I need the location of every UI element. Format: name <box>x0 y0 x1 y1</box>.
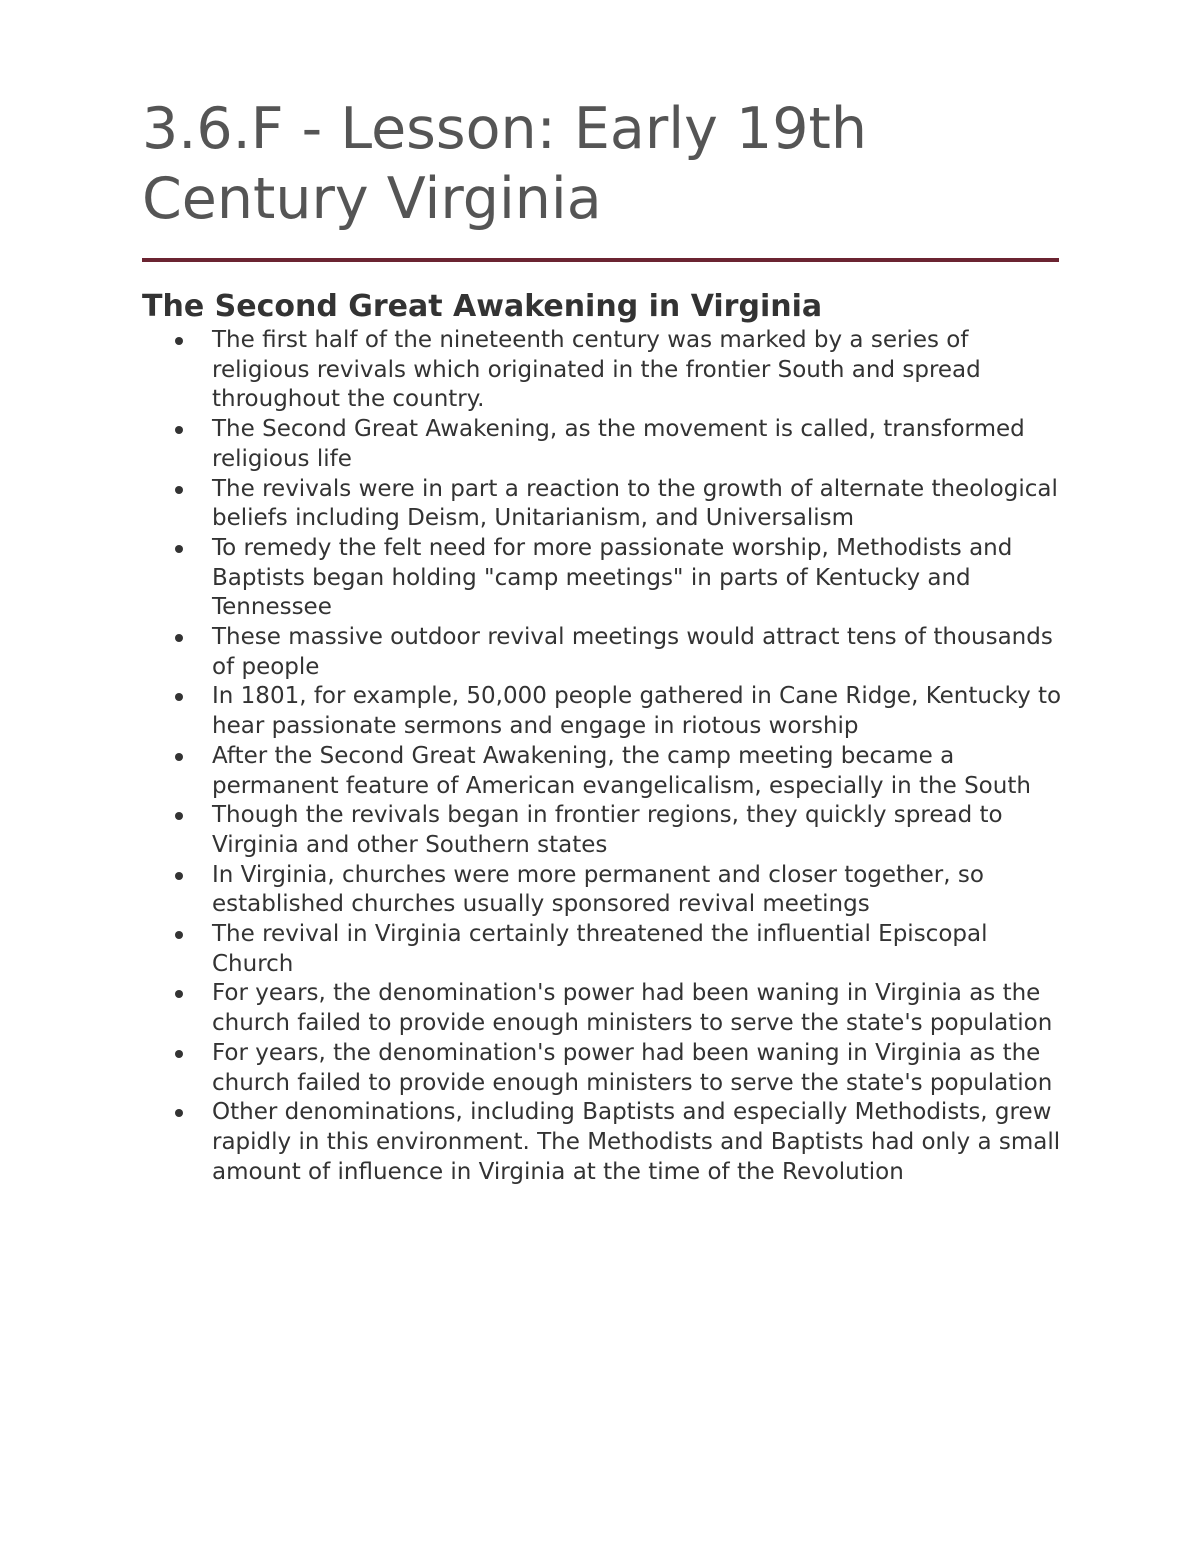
bullet-icon <box>175 931 183 939</box>
bullet-icon <box>175 634 183 642</box>
list-item <box>142 623 1062 682</box>
list-item <box>142 979 1062 1038</box>
list-item-text: These massive outdoor revival meetings would attract tens of thousands of people <box>212 624 1053 680</box>
title-divider <box>142 258 1059 262</box>
list-item-text: To remedy the felt need for more passionate worship, Methodists and Baptists began holding "camp meetings" in parts of Kentucky and Tennessee <box>212 534 1013 621</box>
bullet-icon <box>175 753 183 761</box>
bullet-icon <box>175 693 183 701</box>
list-item <box>142 742 1062 801</box>
list-item <box>142 1039 1062 1098</box>
list-item-text: The revivals were in part a reaction to the growth of alternate theological beliefs including Deism, Unitarianism, and Universalism <box>212 475 1058 532</box>
list-item-text: For years, the denomination's power had been waning in Virginia as the church failed to provide enough ministers to serve the state's population <box>212 980 1053 1037</box>
list-item-text: The Second Great Awakening, as the movement is called, transformed religious life <box>212 416 1025 472</box>
bullet-icon <box>175 337 183 345</box>
list-item <box>142 415 1062 474</box>
list-item-text: After the Second Great Awakening, the camp meeting became a permanent feature of American evangelicalism, especially in the South <box>212 742 1031 799</box>
section-heading: The Second Great Awakening in Virginia <box>142 289 823 324</box>
bullet-icon <box>175 1109 183 1117</box>
bullet-icon <box>175 812 183 820</box>
bullet-icon <box>175 545 183 553</box>
bullet-list <box>142 326 1060 1187</box>
bullet-icon <box>175 486 183 494</box>
page-title: 3.6.F - Lesson: Early 19th Century Virginia <box>142 96 867 232</box>
list-item <box>142 1098 1062 1187</box>
list-item-text: Though the revivals began in frontier regions, they quickly spread to Virginia and other Southern states <box>212 802 1003 858</box>
list-item <box>142 920 1062 979</box>
list-item <box>142 801 1062 860</box>
bullet-icon <box>175 426 183 434</box>
list-item-text: The revival in Virginia certainly threatened the influential Episcopal Church <box>212 921 988 977</box>
bullet-icon <box>175 990 183 998</box>
list-item-text: In 1801, for example, 50,000 people gathered in Cane Ridge, Kentucky to hear passionate sermons and engage in riotous worship <box>212 683 1062 740</box>
list-item-text: In Virginia, churches were more permanent and closer together, so established churches usually sponsored revival meetings <box>212 861 984 918</box>
list-item-text: For years, the denomination's power had been waning in Virginia as the church failed to provide enough ministers to serve the state's population <box>212 1039 1053 1096</box>
list-item <box>142 682 1062 741</box>
bullet-icon <box>175 872 183 880</box>
list-item <box>142 861 1062 920</box>
list-item-text: Other denominations, including Baptists and especially Methodists, grew rapidly in this environment. The Methodists and Baptists had only a small amount of influence in Virginia at the time of the Revolution <box>212 1099 1061 1185</box>
bullet-icon <box>175 1050 183 1058</box>
list-item <box>142 534 1062 623</box>
list-item <box>142 475 1062 534</box>
list-item <box>142 326 1062 415</box>
list-item-text: The first half of the nineteenth century was marked by a series of religious revivals which originated in the frontier South and spread throughout the country. <box>212 327 981 413</box>
